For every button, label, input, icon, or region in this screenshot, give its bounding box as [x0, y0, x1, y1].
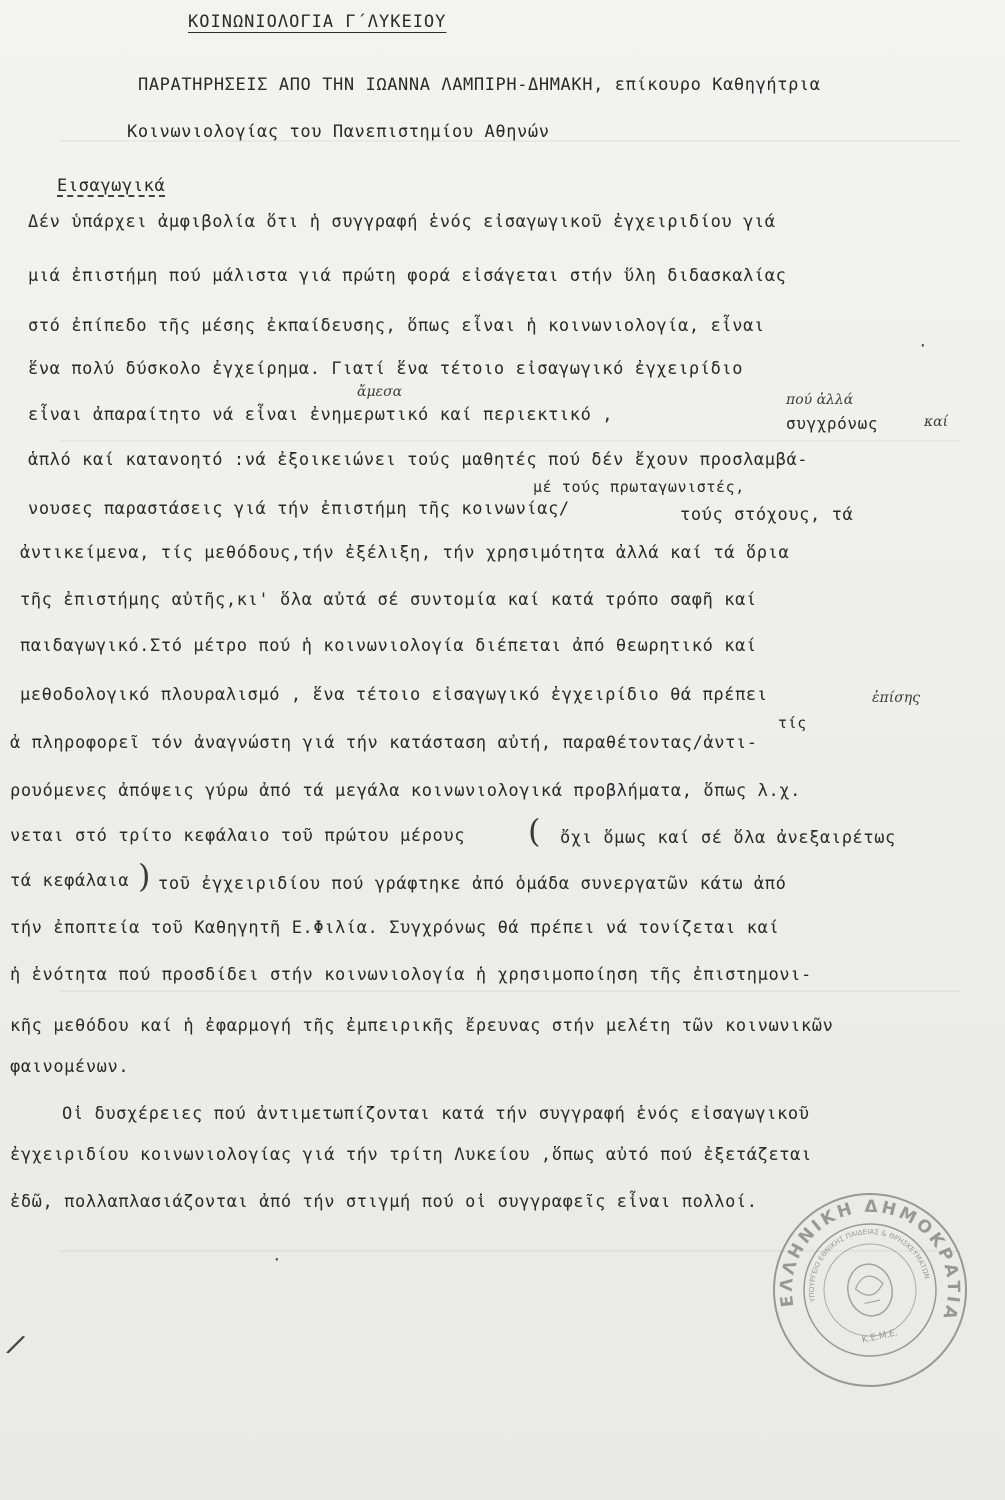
bleed-through-mark [60, 440, 960, 442]
body-line: τῆς ἐπιστήμης αὐτῆς,κι' ὅλα αὐτά σέ συντομία καί κατά τρόπο σαφῆ καί [20, 590, 757, 610]
body-line: τά κεφάλαια [10, 871, 130, 891]
handwritten-insert: ἄμεσα [357, 384, 403, 400]
body-line: τήν ἐποπτεία τοῦ Καθηγητῆ Ε.Φιλία. Συγχρόνως θά πρέπει νά τονίζεται καί [10, 918, 780, 938]
body-line-fragment: τοῦ ἐγχειριδίου πού γράφτηκε ἀπό ὁμάδα συνεργατῶν κάτω ἀπό [158, 874, 787, 894]
handwritten-insert: τίς [778, 714, 807, 732]
opening-parenthesis: ( [528, 812, 541, 850]
stamp-ring-text: ΕΛΛΗΝΙΚΗ ΔΗΜΟΚΡΑΤΙΑ [776, 1196, 964, 1325]
body-line: εἶναι ἀπαραίτητο νά εἶναι ἐνημερωτικό καί περιεκτικό , [28, 405, 614, 425]
body-line: νουσες παραστάσεις γιά τήν ἐπιστήμη τῆς κοινωνίας/ [28, 499, 570, 519]
body-line: φαινομένων. [10, 1057, 130, 1077]
stamp-emblem [843, 1260, 897, 1320]
body-line: νεται στό τρίτο κεφάλαιο τοῦ πρώτου μέρους [10, 826, 466, 846]
official-seal-stamp [751, 1171, 988, 1408]
handwritten-insert: πού ἀλλά [786, 392, 854, 408]
stamp-bottom-text: Κ.Ε.Μ.Ε. [861, 1328, 899, 1346]
body-line: μιά ἐπιστήμη πού μάλιστα γιά πρώτη φορά εἰσάγεται στήν ὕλη διδασκαλίας [28, 266, 787, 286]
body-line-fragment: ὄχι ὅμως καί σέ ὅλα ἀνεξαιρέτως [560, 828, 896, 848]
body-line: ἀ πληροφορεῖ τόν ἀναγνώστη γιά τήν κατάσταση αὐτή, παραθέτοντας/ἀντι- [10, 733, 758, 753]
handwritten-insert: καί [924, 414, 949, 430]
section-heading: Εισαγωγικά [57, 176, 166, 196]
body-line: ἐδῶ, πολλαπλασιάζονται ἀπό τήν στιγμή πού οἱ συγγραφεῖς εἶναι πολλοί. [10, 1192, 758, 1212]
body-line: ἁπλό καί κατανοητό :νά ἐξοικειώνει τούς μαθητές πού δέν ἔχουν προσλαμβά- [28, 450, 809, 470]
handwritten-insert: μέ τούς πρωταγωνιστές, [533, 478, 745, 496]
body-line-fragment: τούς στόχους, τά [680, 505, 854, 525]
handwritten-insert: ἐπίσης [872, 690, 920, 706]
closing-parenthesis: ) [138, 857, 151, 895]
body-line: παιδαγωγικό.Στό μέτρο πού ἡ κοινωνιολογία διέπεται ἀπό θεωρητικό καί [20, 636, 757, 656]
body-line: ἕνα πολύ δύσκολο ἐγχείρημα. Γιατί ἕνα τέτοιο εἰσαγωγικό ἐγχειρίδιο [28, 359, 744, 379]
stamp-inner-text: ΥΠΟΥΡΓΕΙΟ ΕΘΝΙΚΗΣ ΠΑΙΔΕΙΑΣ & ΘΡΗΣΚΕΥΜΑΤΩΝ [807, 1227, 931, 1303]
margin-stroke: / [3, 1328, 29, 1362]
remarks-affiliation-line: Κοινωνιολογίας του Πανεπιστημίου Αθηνών [127, 122, 550, 142]
document-title: ΚΟΙΝΩΝΙΟΛΟΓΙΑ Γ΄ΛΥΚΕΙΟΥ [188, 12, 447, 32]
margin-dot: · [272, 1250, 282, 1269]
body-line-fragment: συγχρόνως [786, 414, 879, 433]
body-line: στό ἐπίπεδο τῆς μέσης ἐκπαίδευσης, ὅπως εἶναι ἡ κοινωνιολογία, εἶναι [28, 316, 765, 336]
svg-text:ΕΛΛΗΝΙΚΗ ΔΗΜΟΚΡΑΤΙΑ [759, 1179, 971, 1360]
margin-dot: · [918, 336, 928, 355]
remarks-author-line: ΠΑΡΑΤΗΡΗΣΕΙΣ ΑΠΟ ΤΗΝ ΙΩΑΝΝΑ ΛΑΜΠΙΡΗ-ΔΗΜΑΚΗ, επίκουρο Καθηγήτρια [138, 75, 821, 95]
body-line: κῆς μεθόδου καί ἡ ἐφαρμογή τῆς ἐμπειρικῆς ἔρευνας στήν μελέτη τῶν κοινωνικῶν [10, 1016, 834, 1036]
body-line: Δέν ὑπάρχει ἀμφιβολία ὅτι ἡ συγγραφή ἑνός εἰσαγωγικοῦ ἐγχειριδίου γιά [28, 212, 776, 232]
body-line: Οἱ δυσχέρειες πού ἀντιμετωπίζονται κατά τήν συγγραφή ἑνός εἰσαγωγικοῦ [62, 1104, 810, 1124]
bleed-through-mark [60, 990, 960, 992]
body-line: μεθοδολογικό πλουραλισμό , ἕνα τέτοιο εἰσαγωγικό ἐγχειρίδιο θά πρέπει [20, 685, 768, 705]
body-line: ἐγχειριδίου κοινωνιολογίας γιά τήν τρίτη Λυκείου ,ὅπως αὐτό πού ἐξετάζεται [10, 1145, 812, 1165]
body-line: ρουόμενες ἀπόψεις γύρω ἀπό τά μεγάλα κοινωνιολογικά προβλήματα, ὅπως λ.χ. [10, 781, 801, 801]
body-line: ἡ ἑνότητα πού προσδίδει στήν κοινωνιολογία ἡ χρησιμοποίηση τῆς ἐπιστημονι- [10, 965, 812, 985]
body-line: ἀντικείμενα, τίς μεθόδους,τήν ἐξέλιξη, τήν χρησιμότητα ἀλλά καί τά ὅρια [20, 543, 790, 563]
